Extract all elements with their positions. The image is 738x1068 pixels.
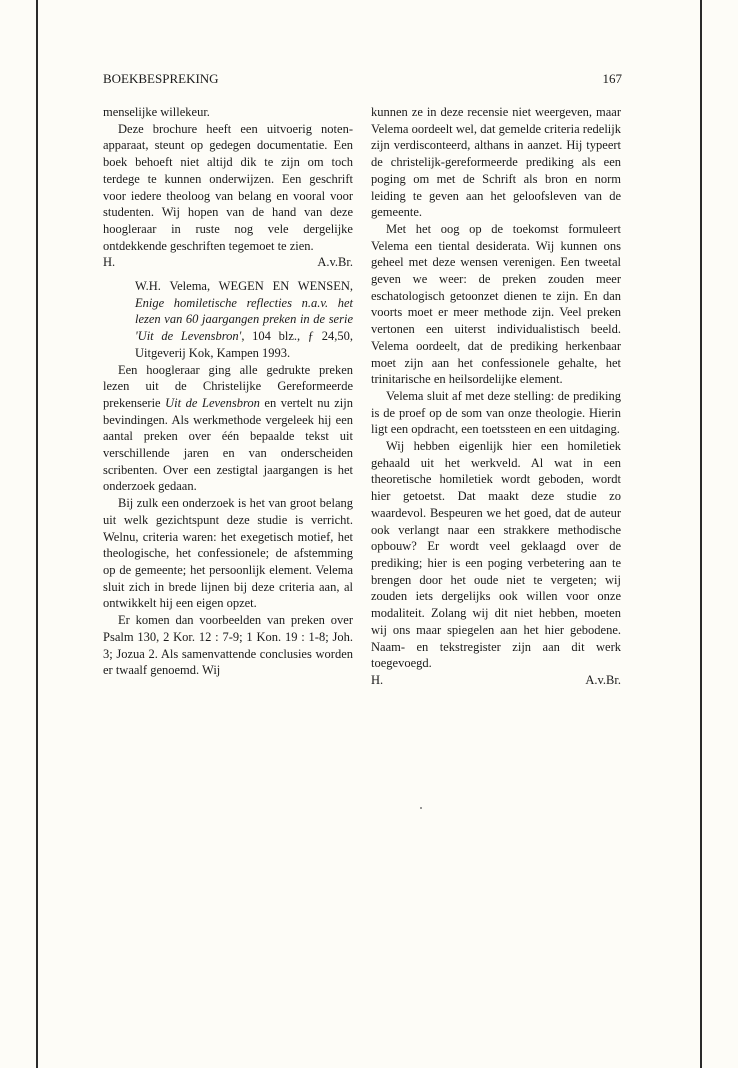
- bib-details: , 104 blz., ƒ 24,50, Uitgeverij Kok, Kampen 1993.: [135, 329, 353, 360]
- page-edge-left: [36, 0, 38, 1068]
- review-signature: [371, 672, 621, 689]
- signature-author: A.v.Br.: [585, 672, 621, 687]
- paragraph-text: Een hoogleraar ging alle gedrukte preken lezen uit de Christelijke Gereformeerde prekenserie: [103, 362, 353, 410]
- review-signature: [103, 254, 353, 271]
- paragraph: menselijke willekeur.: [103, 105, 210, 119]
- paragraph: Deze brochure heeft een uitvoerig notenapparaat, steunt op gedegen documentatie. Een boek behoeft niet altijd dik te zijn om toch terdege te kunnen onderwijzen. Een geschrift voor iedere theoloog van belang en vooral voor studenten. Wij hopen van de hand van deze hoogleraar in ruste nog vele dergelijke ontdekkende geschriften tegemoet te zien.: [103, 121, 353, 253]
- bib-author-title: W.H. Velema, WEGEN EN WENSEN,: [135, 279, 353, 294]
- paragraph: [103, 362, 353, 496]
- running-head: BOEKBESPREKING: [103, 71, 219, 86]
- speck: [420, 807, 422, 809]
- paragraph: Met het oog op de toekomst formuleert Velema een tiental desiderata. Wij kunnen ons geheel met deze wensen verenigen. Een tweetal geven we weer: de preken zouden meer eschatologisch getoonzet dienen te zijn. En dan voorts moet er meer methode zijn. Veel preken vertonen een uiterst individualistisch beeld. Velema oordeelt, dat de prediking herkenbaar moet zijn aan het confessionele gehalte, het trinitarische en heilsordelijke element.: [371, 221, 621, 387]
- paragraph: kunnen ze in deze recensie niet weergeven, maar Velema oordeelt wel, dat gemelde criteria redelijk zijn verdisconteerd, althans in aanzet. Hij typeert de christelijk-gereformeerde prediking als een poging om met de Schrift als bron en norm leiding te geven aan het geloofsleven van de gemeente.: [371, 105, 621, 220]
- signature-author: A.v.Br.: [317, 255, 353, 270]
- right-column: [371, 104, 621, 689]
- left-column: [103, 104, 353, 679]
- bibliographic-entry: [135, 278, 353, 362]
- paragraph: Velema sluit af met deze stelling: de prediking is de proef op de som van onze theologie. Hierin ligt een opdracht, een toetssteen en een uitdaging.: [371, 388, 621, 437]
- page-edge-right: [700, 0, 702, 1068]
- page-header: [103, 71, 622, 87]
- paragraph: Wij hebben eigenlijk hier een homiletiek gehaald uit het werkveld. Al wat in een theoretische homiletiek wordt geboden, wordt hier getoetst. Dat maakt deze studie zo waardevol. Bespeuren we het goed, dat de auteur ook verlangt naar een strakkere methodische opbouw? Er wordt veel geklaagd over de prediking; hier is een poging verbetering aan te brengen door het oude niet te vergeten; wij zouden iets dergelijks ook willen voor onze modaliteit. Zolang wij dit niet hebben, moeten wij ons maar spiegelen aan het hier gebodene. Naam- en tekstregister zijn aan dit werk toegevoegd.: [371, 439, 621, 671]
- paragraph: Er komen dan voorbeelden van preken over Psalm 130, 2 Kor. 12 : 7-9; 1 Kon. 19 : 1-8; Joh. 3; Jozua 2. Als samenvattende conclusies worden er twaalf genoemd. Wij: [103, 613, 353, 678]
- signature-initial: H.: [371, 672, 384, 687]
- paragraph: Bij zulk een onderzoek is het van groot belang uit welk gezichtspunt deze studie is verricht. Welnu, criteria waren: het exegetisch motief, het theologische, het confessionele; de afstemming op de gemeente; het persoonlijk element. Velema sluit zich in brede lijnen bij deze criteria aan, al ontwikkelt hij een eigen opzet.: [103, 496, 353, 611]
- signature-initial: H.: [103, 255, 116, 270]
- bib-subtitle: Enige homiletische reflecties n.a.v. het lezen van 60 jaargangen preken in de serie 'Uit de Levensbron': [135, 295, 353, 344]
- page-number: 167: [602, 71, 622, 86]
- paragraph-text: en vertelt nu zijn bevindingen. Als werkmethode vergeleek hij een aantal preken over één bepaalde tekst uit verschillende jaren en van onderscheiden scribenten. Over een zestigtal jaargangen is het onderzoek gedaan.: [103, 395, 354, 494]
- series-title: Uit de Levensbron: [165, 395, 260, 410]
